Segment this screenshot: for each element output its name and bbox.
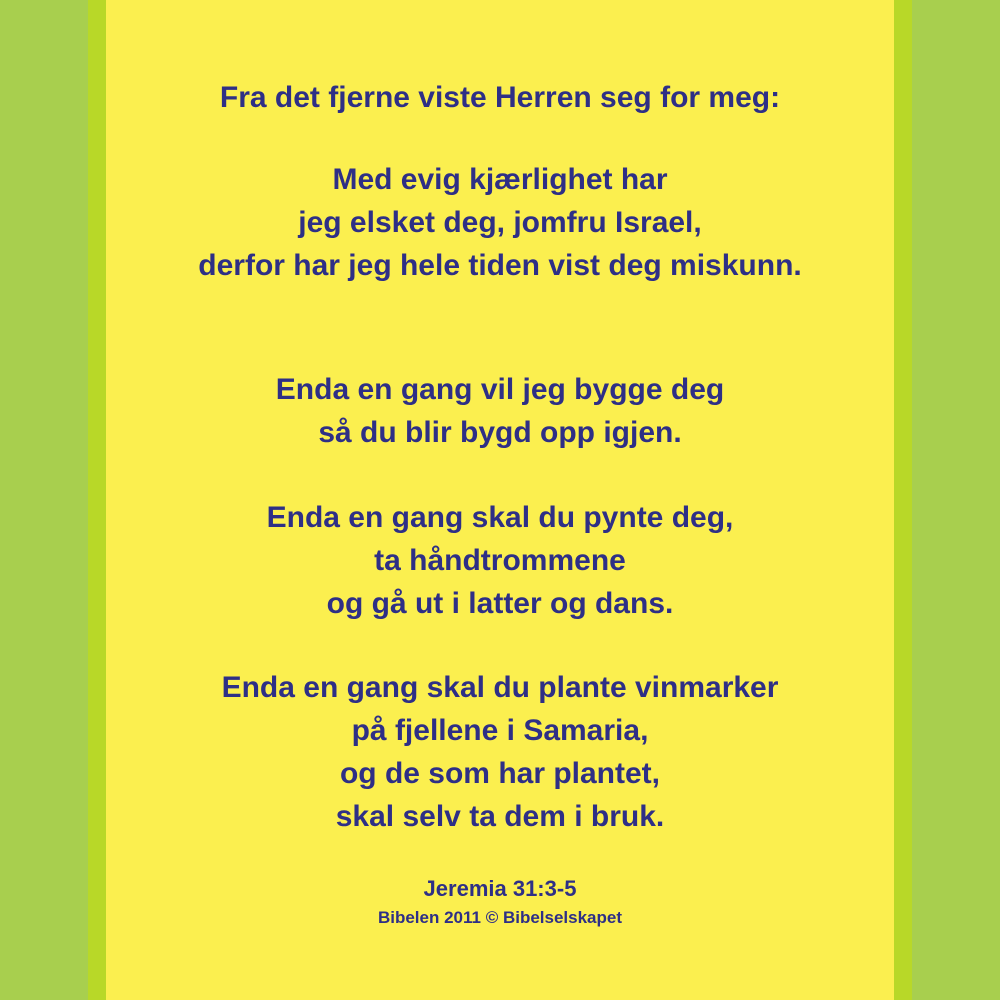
left-stripe (88, 0, 106, 1000)
stanza1-line3: derfor har jeg hele tiden vist deg miskunn. (198, 249, 802, 282)
stanza4-line3: og de som har plantet, (339, 757, 661, 790)
stanza1-line1: Med evig kjærlighet har (332, 163, 668, 196)
stanza3-line3: og gå ut i latter og dans. (326, 587, 674, 620)
stanza4-line2: på fjellene i Samaria, (351, 714, 649, 747)
right-stripe (894, 0, 912, 1000)
stanza3-line1: Enda en gang skal du pynte deg, (266, 501, 734, 534)
verse-reference: Jeremia 31:3-5 (423, 876, 577, 901)
stanza4-line4: skal selv ta dem i bruk. (335, 800, 665, 833)
stanza1-line2: jeg elsket deg, jomfru Israel, (298, 206, 702, 239)
stanza2-line2: så du blir bygd opp igjen. (318, 416, 682, 449)
stanza3-line2: ta håndtrommene (374, 544, 626, 577)
verse-card (106, 0, 894, 1000)
verse-intro: Fra det fjerne viste Herren seg for meg: (219, 81, 781, 114)
stanza4-line1: Enda en gang skal du plante vinmarker (221, 671, 779, 704)
stanza2-line1: Enda en gang vil jeg bygge deg (275, 373, 725, 406)
copyright-notice: Bibelen 2011 © Bibelselskapet (377, 908, 623, 927)
